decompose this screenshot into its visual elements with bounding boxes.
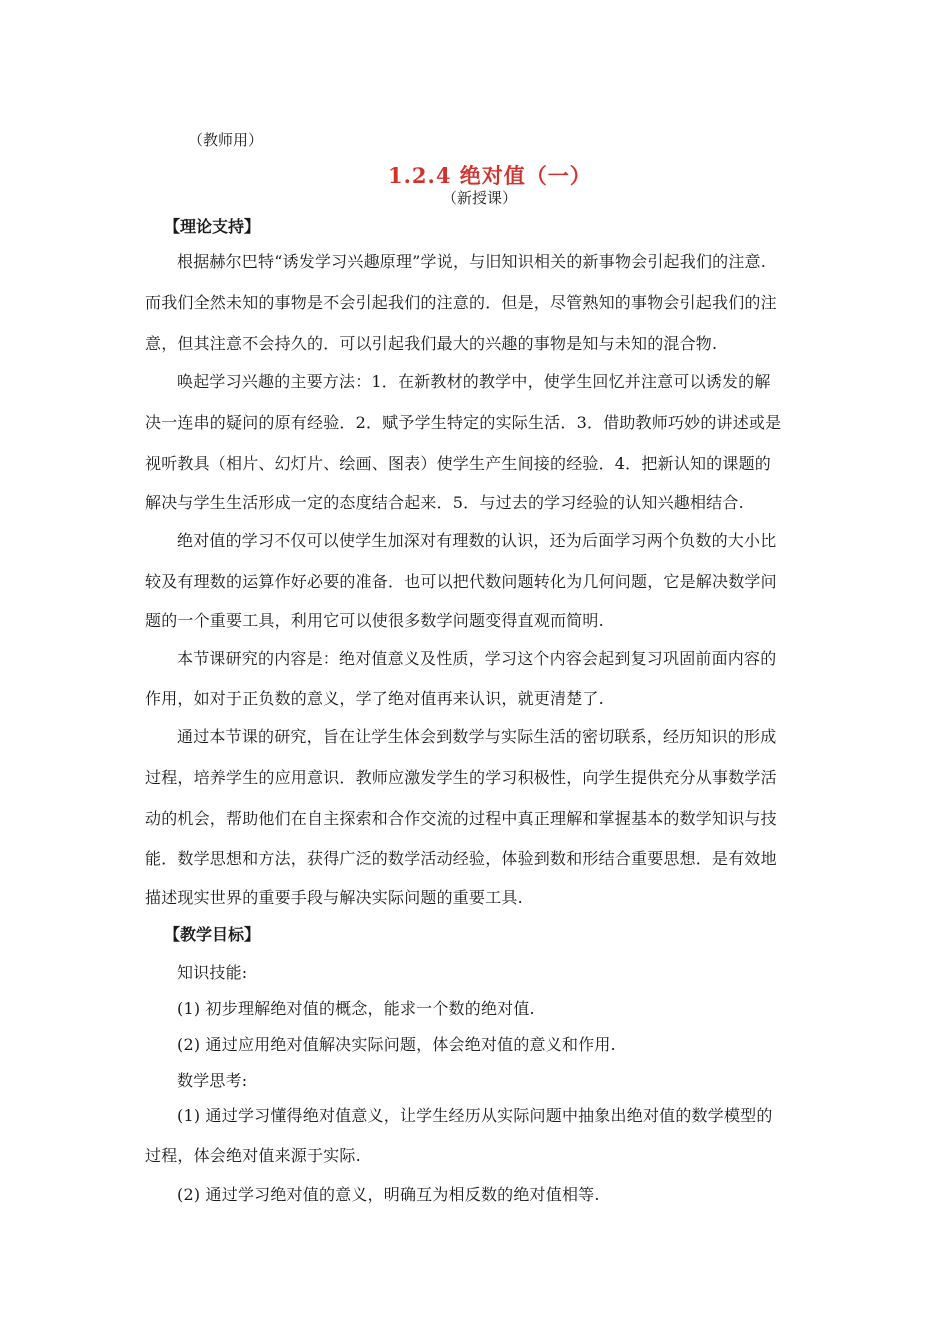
theory-line-13: 通过本节课的研究，旨在让学生体会到数学与实际生活的密切联系，经历知识的形成	[177, 727, 777, 746]
page-title: 1.2.4 绝对值（一）	[388, 163, 592, 188]
thinking-label: 数学思考:	[177, 1071, 248, 1090]
theory-line-9: 较及有理数的运算作好必要的准备．也可以把代数问题转化为几何问题，它是解决数学问	[145, 572, 777, 591]
knowledge-label: 知识技能:	[177, 963, 248, 982]
theory-line-8: 绝对值的学习不仅可以使学生加深对有理数的认识，还为后面学习两个负数的大小比	[177, 531, 777, 550]
goals-heading: 【教学目标】	[164, 925, 261, 944]
theory-line-14: 过程，培养学生的应用意识．教师应激发学生的学习积极性，向学生提供充分从事数学活	[145, 768, 777, 787]
theory-heading: 【理论支持】	[164, 217, 261, 236]
theory-line-16: 能．数学思想和方法，获得广泛的数学活动经验，体验到数和形结合重要思想．是有效地	[145, 849, 777, 868]
theory-line-17: 描述现实世界的重要手段与解决实际问题的重要工具.	[145, 888, 523, 907]
theory-line-12: 作用，如对于正负数的意义，学了绝对值再来认识，就更清楚了.	[145, 689, 604, 708]
theory-line-3: 意，但其注意不会持久的．可以引起我们最大的兴趣的事物是知与未知的混合物.	[145, 334, 718, 353]
knowledge-item-2: (2) 通过应用绝对值解决实际问题，体会绝对值的意义和作用.	[177, 1035, 616, 1054]
theory-line-1: 根据赫尔巴特“诱发学习兴趣原理”学说，与旧知识相关的新事物会引起我们的注意.	[177, 252, 767, 271]
theory-line-11: 本节课研究的内容是：绝对值意义及性质，学习这个内容会起到复习巩固前面内容的	[177, 649, 777, 668]
lesson-type: （新授课）	[442, 189, 518, 207]
theory-line-10: 题的一个重要工具，利用它可以使很多数学问题变得直观而简明.	[145, 611, 604, 630]
thinking-item-2: (2) 通过学习绝对值的意义，明确互为相反数的绝对值相等.	[177, 1185, 600, 1204]
theory-line-4: 唤起学习兴趣的主要方法：1．在新教材的教学中，使学生回忆并注意可以诱发的解	[177, 372, 771, 391]
theory-line-2: 而我们全然未知的事物是不会引起我们的注意的．但是，尽管熟知的事物会引起我们的注	[145, 293, 777, 312]
knowledge-item-1: (1) 初步理解绝对值的概念，能求一个数的绝对值.	[177, 999, 535, 1018]
thinking-item-1a: (1) 通过学习懂得绝对值意义，让学生经历从实际问题中抽象出绝对值的数学模型的	[177, 1106, 773, 1125]
theory-line-5: 决一连串的疑问的原有经验．2．赋予学生特定的实际生活．3．借助教师巧妙的讲述或是	[145, 413, 782, 432]
theory-line-15: 动的机会，帮助他们在自主探索和合作交流的过程中真正理解和掌握基本的数学知识与技	[145, 809, 777, 828]
theory-line-6: 视听教具（相片、幻灯片、绘画、图表）使学生产生间接的经验．4．把新认知的课题的	[145, 454, 771, 473]
audience-label: （教师用）	[188, 131, 264, 149]
theory-line-7: 解决与学生生活形成一定的态度结合起来．5．与过去的学习经验的认知兴趣相结合.	[145, 493, 744, 512]
thinking-item-1b: 过程，体会绝对值来源于实际.	[145, 1146, 361, 1165]
